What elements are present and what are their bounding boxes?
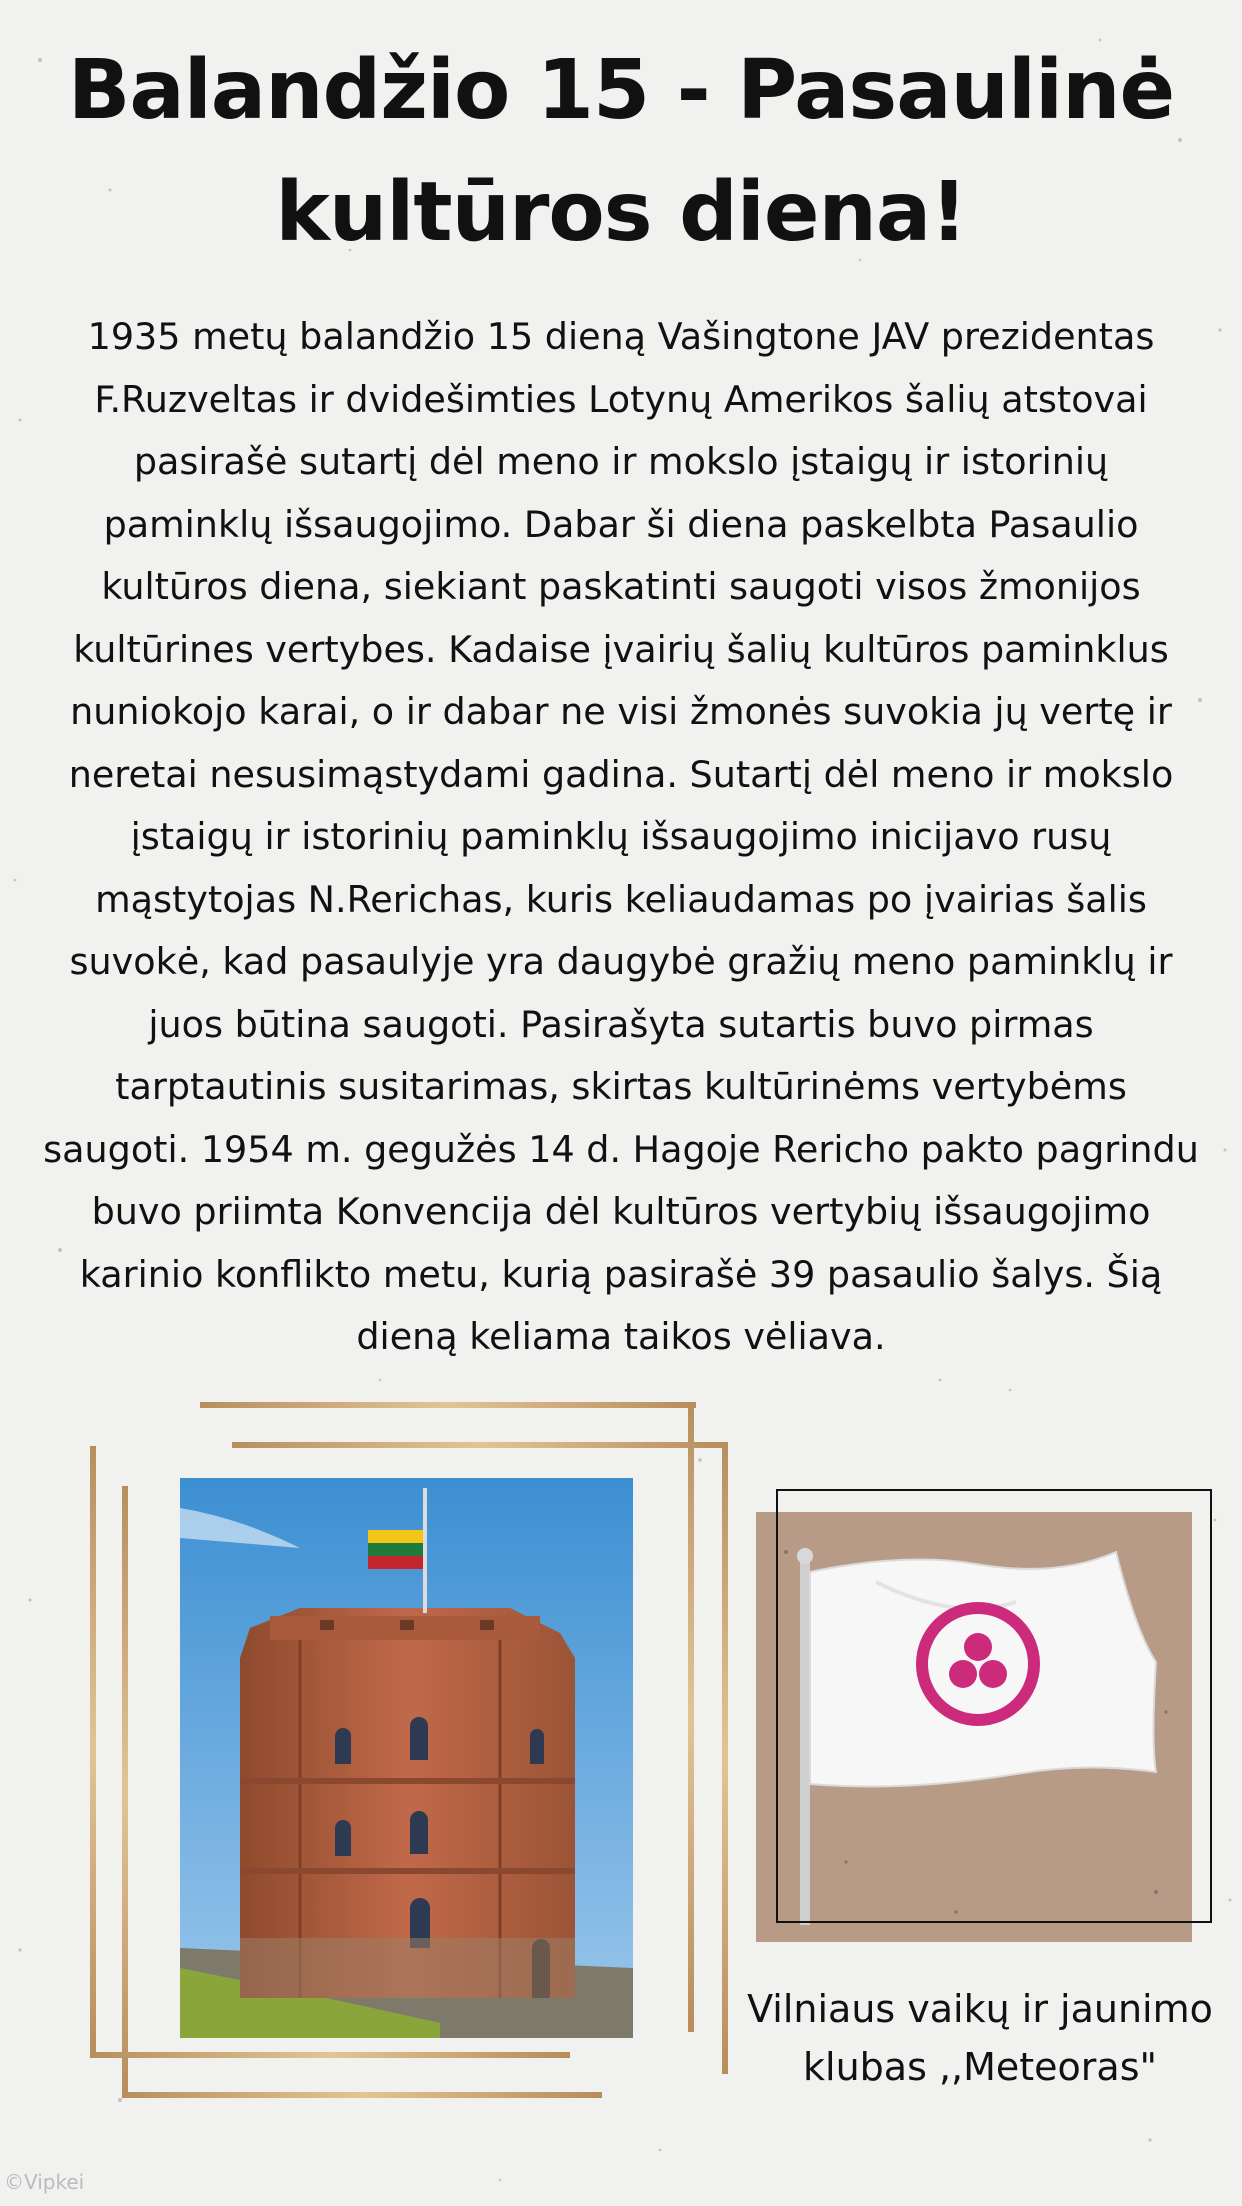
body-line: kultūros diena, siekiant paskatinti saugoti visos žmonijos <box>101 565 1141 608</box>
caption <box>735 1980 1225 2096</box>
body-line: kultūrines vertybes. Kadaise įvairių šalių kultūros paminklus <box>73 627 1169 671</box>
title-line-2: kultūros diena! <box>275 165 967 260</box>
gediminas-tower-photo <box>180 1478 633 2038</box>
body-line: dieną keliama taikos vėliava. <box>356 1315 886 1358</box>
body-line: neretai nesusimąstydami gadina. Sutartį dėl meno ir mokslo <box>68 752 1174 796</box>
body-line: saugoti. 1954 m. gegužės 14 d. Hagoje Rericho pakto pagrindu <box>43 1127 1199 1171</box>
page-title <box>60 30 1182 274</box>
body-line: pasirašė sutartį dėl meno ir mokslo įstaigų ir istorinių <box>133 440 1109 483</box>
caption-line-1: Vilniaus vaikų ir jaunimo <box>747 1987 1213 2031</box>
body-line: F.Ruzveltas ir dvidešimties Lotynų Amerikos šalių atstovai <box>94 377 1148 421</box>
body-line: buvo priimta Konvencija dėl kultūros vertybių išsaugojimo <box>91 1190 1151 1233</box>
caption-line-2: klubas ,,Meteoras" <box>803 2045 1157 2089</box>
body-line: tarptautinis susitarimas, skirtas kultūrinėms vertybėms <box>115 1065 1127 1108</box>
watermark: ©Vipkei <box>4 2170 85 2194</box>
body-line: suvokė, kad pasaulyje yra daugybė gražių meno paminklų ir <box>69 940 1173 983</box>
body-line: nuniokojo karai, o ir dabar ne visi žmonės suvokia jų vertę ir <box>70 690 1172 733</box>
body-line: juos būtina saugoti. Pasirašyta sutartis buvo pirmas <box>148 1002 1094 1046</box>
body-line: 1935 metų balandžio 15 dieną Vašingtone JAV prezidentas <box>87 315 1155 358</box>
card-outline <box>776 1489 1212 1923</box>
body-line: įstaigų ir istorinių paminklų išsaugojimo inicijavo rusų <box>130 815 1112 858</box>
body-line: mąstytojas N.Rerichas, kuris keliaudamas po įvairias šalis <box>95 877 1147 921</box>
body-line: paminklų išsaugojimo. Dabar ši diena paskelbta Pasaulio <box>103 502 1139 546</box>
title-line-1: Balandžio 15 - Pasaulinė <box>67 43 1175 138</box>
article-body <box>30 306 1212 1369</box>
body-line: karinio konflikto metu, kurią pasirašė 39 pasaulio šalys. Šią <box>79 1252 1163 1296</box>
